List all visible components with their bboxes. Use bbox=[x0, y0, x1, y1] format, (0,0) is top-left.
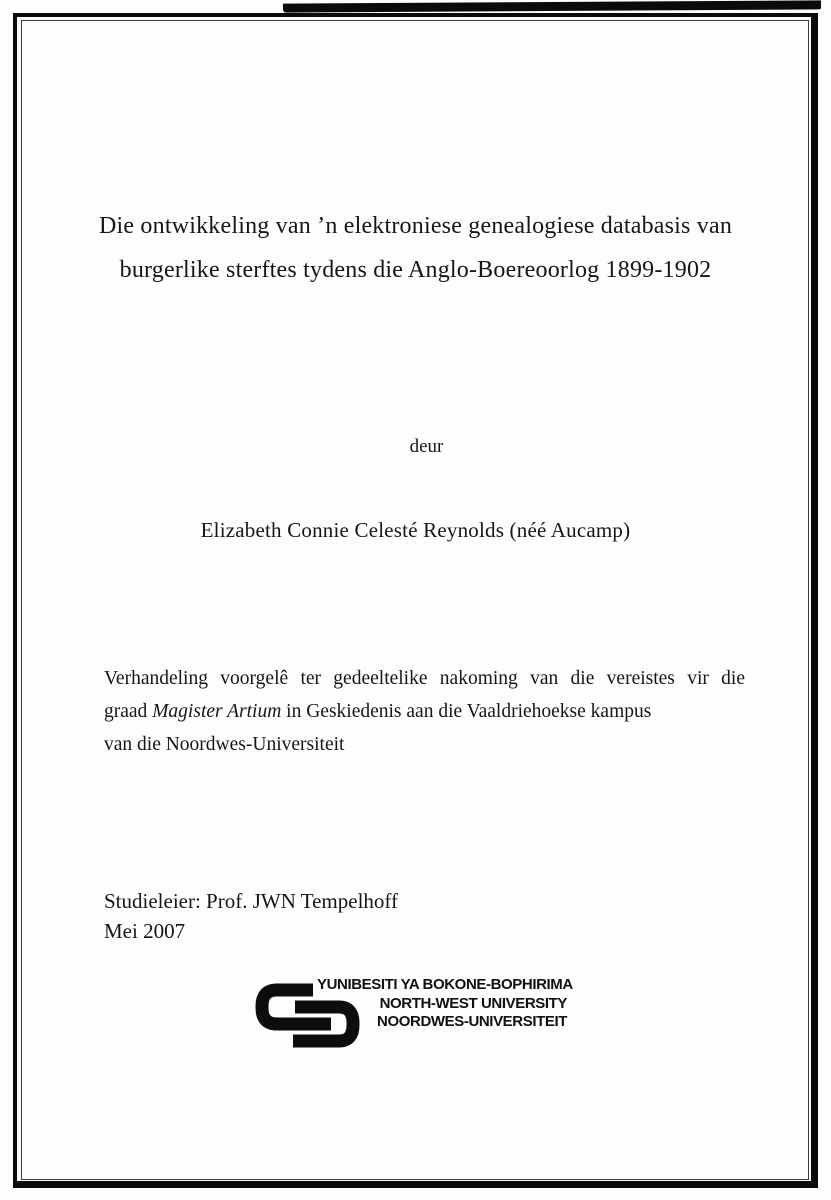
author-name: Elizabeth Connie Celesté Reynolds (néé Aucamp) bbox=[200, 518, 631, 542]
thesis-title-line1: Die ontwikkeling van ’n elektroniese genealogiese databasis van bbox=[98, 213, 733, 239]
byline: deur bbox=[409, 436, 444, 457]
thesis-title bbox=[50, 204, 781, 292]
degree-statement-line3: van die Noordwes-Universiteit bbox=[104, 734, 345, 755]
degree-statement bbox=[104, 662, 745, 761]
degree-statement-line2-before: graad bbox=[104, 701, 153, 722]
scan-artifact-top bbox=[283, 0, 821, 12]
supervisor-line: Studieleier: Prof. JWN Tempelhoff bbox=[104, 889, 399, 913]
university-name-setswana: YUNIBESITI YA BOKONE-BOPHIRIMA bbox=[317, 976, 573, 993]
university-logo-text bbox=[317, 976, 573, 1032]
degree-statement-line2 bbox=[104, 695, 745, 728]
university-name-afrikaans: NOORDWES-UNIVERSITEIT bbox=[377, 1013, 567, 1030]
degree-name-italic: Magister Artium bbox=[152, 701, 282, 722]
thesis-title-line2: burgerlike sterftes tydens die Anglo-Boereoorlog 1899-1902 bbox=[119, 257, 712, 283]
degree-statement-line2-after: in Geskiedenis aan die Vaaldriehoekse kampus bbox=[281, 701, 652, 722]
university-logo bbox=[255, 976, 575, 1058]
date-line: Mei 2007 bbox=[104, 919, 186, 943]
degree-statement-line1: Verhandeling voorgelê ter gedeeltelike nakoming van die vereistes vir die bbox=[104, 668, 745, 689]
supervisor-block bbox=[104, 886, 398, 946]
university-name-english: NORTH-WEST UNIVERSITY bbox=[379, 994, 567, 1012]
